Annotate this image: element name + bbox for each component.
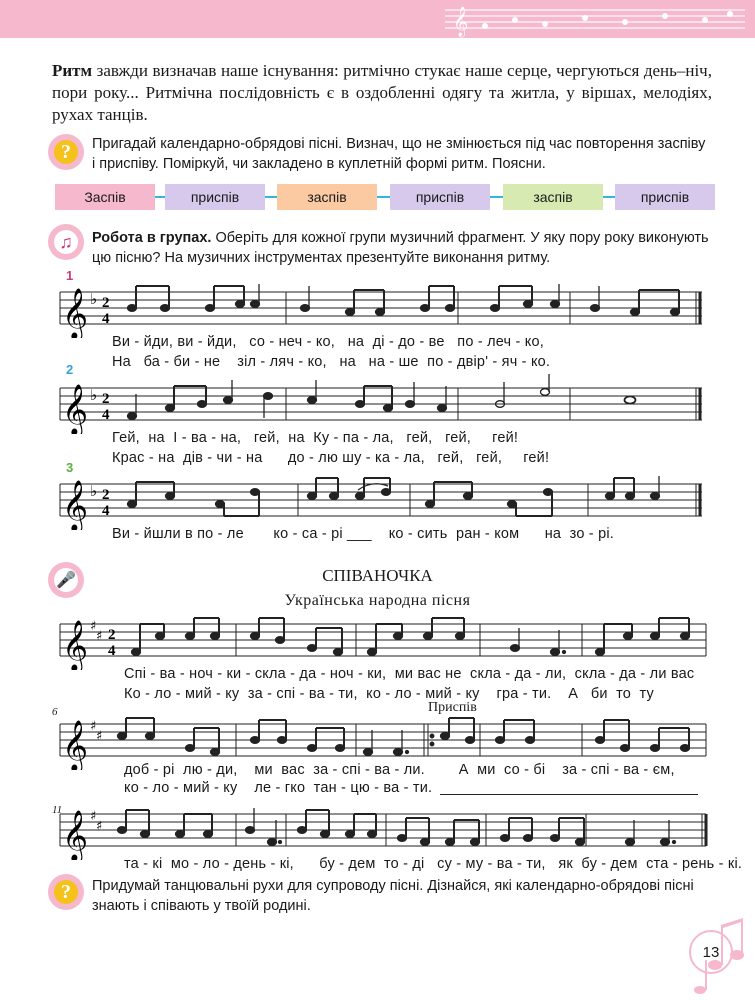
lyrics-fragment-3: Ви - йшли в по - ле ко - са - рі ___ ко - сить ран - ком на зо - рі. (112, 526, 614, 542)
lyrics-fragment-1-line-2: На ба - би - не зіл - ляч - ко, на на - ше по - двір' - яч - ко. (112, 354, 551, 370)
svg-text:2: 2 (102, 295, 110, 311)
staff-fragment-2 (50, 374, 712, 434)
treble-clef-icon: 𝄞 (62, 288, 89, 338)
form-box-verse-2: заспів (277, 184, 377, 210)
extender-line (440, 794, 698, 795)
form-box-verse-3: заспів (503, 184, 603, 210)
svg-text:♯: ♯ (96, 729, 103, 744)
lyrics-fragment-1-line-1: Ви - йди, ви - йди, со - неч - ко, на ді - до - ве по - леч - ко, (112, 334, 544, 350)
svg-text:♯: ♯ (96, 819, 103, 834)
svg-text:♭: ♭ (90, 482, 98, 500)
form-box-chorus-2: приспів (390, 184, 490, 210)
group-task-text (92, 228, 712, 268)
song-subtitle: Українська народна пісня (284, 592, 471, 609)
bar-number-11: 11 (52, 804, 63, 816)
music-notes-decoration-icon (425, 0, 755, 38)
lyrics-fragment-2-line-1: Гей, на І - ва - на, гей, на Ку - па - ла, гей, гей, гей! (112, 430, 519, 446)
svg-text:4: 4 (102, 503, 110, 519)
svg-text:𝄞: 𝄞 (453, 7, 469, 37)
fragment-number-1: 1 (66, 268, 74, 283)
question-icon-2: ? (48, 874, 84, 910)
svg-text:2: 2 (102, 487, 110, 503)
question-2-text: Придумай танцювальні рухи для супроводу пісні. Дізнайся, які календарно-обрядові пісні знають і співають у твоїй родині. (92, 878, 694, 914)
song-lyrics-line-1b: Ко - ло - мий - ку за - спі - ва - ти, ко - ло - мий - ку гра - ти. А би то ту (124, 686, 654, 702)
music-group-icon: ♫ (48, 224, 84, 260)
svg-text:2: 2 (108, 627, 116, 643)
intro-text: завжди визначав наше існування: ритмічно стукає наше серце, чергуються день–ніч, пори року... Ритмічна послідовність є в оздобленні одягу та житла, у віршах, мелодіях, рухах танців. (52, 61, 712, 124)
page-number: 13 (689, 930, 733, 974)
svg-text:♭: ♭ (90, 386, 98, 404)
song-form-row (55, 184, 705, 210)
svg-text:𝄞: 𝄞 (62, 480, 89, 530)
form-box-verse-1: Заспів (55, 184, 155, 210)
song-title: СПІВАНОЧКА (322, 566, 433, 585)
fragment-number-2: 2 (66, 362, 74, 377)
refrain-label: Приспів (428, 700, 477, 715)
svg-text:♯: ♯ (90, 809, 97, 824)
svg-text:♯: ♯ (90, 719, 97, 734)
form-box-chorus-3: приспів (615, 184, 715, 210)
form-box-chorus-1: приспів (165, 184, 265, 210)
song-staff-3 (50, 800, 712, 860)
staff-fragment-3 (50, 470, 712, 530)
song-lyrics-line-1a: Спі - ва - ноч - ки - скла - да - ноч - ки, ми вас не скла - да - ли, скла - да - ли вас (124, 666, 695, 682)
svg-text:𝄞: 𝄞 (62, 384, 89, 434)
svg-text:4: 4 (102, 407, 110, 423)
song-staff-1 (50, 610, 712, 670)
svg-text:♯: ♯ (90, 619, 97, 634)
svg-text:𝄞: 𝄞 (62, 720, 89, 770)
bar-number-6: 6 (52, 706, 58, 718)
question-1-text: Пригадай календарно-обрядові пісні. Визнач, що не змінюється під час повторення заспіву і приспіву. Поміркуй, чи закладено в куплетній формі ритм. Поясни. (92, 136, 706, 172)
song-lyrics-line-2a: доб - рі лю - ди, ми вас за - спі - ва - ли. А ми со - бі за - спі - ва - єм, (124, 762, 675, 778)
fragment-number-3: 3 (66, 460, 74, 475)
lyrics-fragment-2-line-2: Крас - на дів - чи - на до - лю шу - ка - ла, гей, гей, гей! (112, 450, 550, 466)
staff-fragment-1 (50, 278, 712, 338)
song-lyrics-line-3: та - кі мо - ло - день - кі, бу - дем то - ді су - му - ва - ти, як бу - дем ста - рень - кі. (124, 856, 743, 872)
svg-text:4: 4 (102, 311, 110, 327)
svg-text:4: 4 (108, 643, 116, 659)
svg-text:♯: ♯ (96, 629, 103, 644)
svg-text:2: 2 (102, 391, 110, 407)
group-task-lead: Робота в групах. (92, 230, 212, 246)
song-lyrics-line-2b: ко - ло - мий - ку ле - гко тан - цю - ва - ти. (124, 780, 433, 796)
group-task-body: Оберіть для кожної групи музичний фрагмент. У яку пору року виконують цю пісню? На музичних інструментах презентуйте виконання ритму. (92, 230, 709, 266)
svg-text:𝄞: 𝄞 (62, 810, 89, 860)
intro-lead: Ритм (52, 61, 93, 80)
microphone-icon: 🎤 (48, 562, 84, 598)
song-staff-2 (50, 710, 712, 770)
header-band (0, 0, 755, 38)
svg-text:𝄞: 𝄞 (62, 620, 89, 670)
music-notes-corner-icon (685, 890, 755, 1000)
question-icon: ? (48, 134, 84, 170)
svg-text:♭: ♭ (90, 290, 98, 308)
intro-paragraph (52, 60, 712, 126)
